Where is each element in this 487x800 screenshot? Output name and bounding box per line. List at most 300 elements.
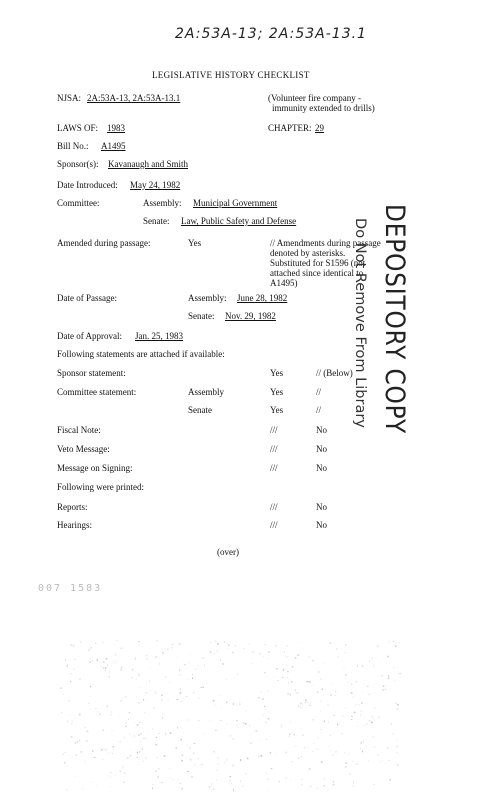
noise-dot: [67, 721, 69, 723]
noise-dot: [103, 749, 105, 750]
noise-dot: [330, 735, 332, 737]
noise-dot: [231, 784, 232, 785]
noise-dot: [387, 656, 388, 658]
noise-dot: [268, 654, 269, 655]
noise-dot: [266, 773, 267, 774]
noise-dot: [263, 656, 264, 658]
noise-dot: [111, 772, 112, 773]
noise-dot: [237, 674, 238, 676]
noise-dot: [317, 788, 318, 790]
noise-dot: [308, 747, 309, 748]
noise-dot: [79, 715, 80, 716]
noise-dot: [232, 738, 233, 740]
noise-dot: [230, 735, 231, 737]
noise-dot: [180, 688, 181, 690]
noise-dot: [286, 752, 288, 753]
noise-dot: [238, 727, 239, 728]
noise-dot: [329, 746, 330, 747]
noise-dot: [127, 757, 128, 759]
noise-dot: [286, 778, 287, 779]
noise-dot: [351, 683, 352, 685]
noise-dot: [129, 733, 130, 734]
passage-assembly-label: Assembly:: [188, 293, 227, 303]
noise-dot: [138, 765, 139, 766]
noise-dot: [215, 705, 217, 706]
sponsor-statement-value: Yes: [270, 368, 284, 378]
noise-dot: [321, 761, 323, 763]
noise-dot: [287, 646, 289, 647]
noise-dot: [364, 725, 365, 726]
noise-dot: [122, 766, 123, 767]
noise-dot: [385, 689, 386, 690]
noise-dot: [193, 692, 194, 693]
noise-dot: [258, 697, 260, 698]
noise-dot: [268, 651, 270, 653]
noise-dot: [303, 734, 304, 736]
noise-dot: [203, 687, 204, 688]
noise-dot: [301, 779, 302, 780]
noise-dot: [176, 745, 177, 747]
noise-dot: [393, 641, 394, 642]
noise-dot: [242, 786, 243, 787]
noise-dot: [321, 729, 322, 730]
noise-dot: [397, 708, 399, 709]
noise-dot: [372, 737, 374, 738]
over-indicator: (over): [217, 547, 239, 557]
noise-dot: [144, 712, 145, 713]
noise-dot: [165, 650, 166, 651]
noise-dot: [216, 779, 217, 780]
noise-dot: [169, 777, 170, 778]
noise-dot: [128, 719, 129, 720]
noise-dot: [162, 782, 163, 783]
noise-dot: [119, 717, 120, 718]
noise-dot: [291, 681, 293, 683]
noise-dot: [324, 721, 325, 722]
noise-dot: [321, 701, 322, 702]
noise-dot: [393, 667, 394, 669]
njsa-label: NJSA:: [57, 93, 82, 103]
noise-dot: [187, 679, 189, 680]
noise-dot: [79, 740, 80, 742]
noise-dot: [261, 755, 262, 757]
noise-dot: [92, 660, 93, 662]
noise-dot: [110, 753, 111, 754]
document-title: LEGISLATIVE HISTORY CHECKLIST: [152, 70, 310, 80]
noise-dot: [110, 777, 111, 778]
noise-dot: [178, 779, 179, 780]
noise-dot: [179, 669, 180, 670]
noise-dot: [146, 757, 147, 758]
noise-dot: [369, 694, 370, 695]
noise-dot: [221, 708, 222, 709]
noise-dot: [304, 747, 306, 749]
noise-dot: [391, 723, 392, 725]
noise-dot: [103, 730, 105, 731]
noise-dot: [159, 783, 161, 784]
noise-dot: [159, 663, 160, 664]
noise-dot: [80, 641, 82, 643]
noise-dot: [96, 642, 97, 644]
noise-dot: [333, 781, 334, 783]
noise-dot: [179, 674, 180, 675]
noise-dot: [189, 654, 190, 655]
noise-dot: [124, 773, 125, 774]
noise-dot: [265, 722, 266, 723]
amended-label: Amended during passage:: [57, 238, 151, 248]
noise-dot: [184, 664, 186, 665]
noise-dot: [233, 788, 234, 789]
noise-dot: [181, 739, 182, 741]
noise-dot: [183, 732, 184, 733]
noise-dot: [305, 700, 307, 702]
noise-dot: [169, 768, 170, 769]
noise-dot: [100, 669, 101, 670]
noise-dot: [95, 708, 97, 709]
noise-dot: [348, 753, 349, 755]
noise-dot: [138, 641, 139, 642]
noise-dot: [322, 688, 323, 690]
noise-dot: [141, 733, 142, 735]
noise-dot: [74, 776, 76, 777]
noise-dot: [170, 732, 172, 734]
sponsor-statement-label: Sponsor statement:: [57, 368, 126, 378]
noise-dot: [369, 661, 370, 662]
passage-label: Date of Passage:: [57, 293, 117, 303]
noise-dot: [363, 741, 364, 743]
noise-dot: [226, 709, 227, 710]
noise-dot: [201, 764, 202, 765]
noise-dot: [264, 714, 265, 715]
noise-dot: [161, 695, 162, 696]
noise-dot: [96, 786, 98, 787]
noise-dot: [99, 714, 100, 715]
noise-dot: [289, 679, 290, 680]
committee-assembly-label: Assembly:: [143, 198, 182, 208]
noise-dot: [361, 702, 362, 703]
fiscal-note-label: Fiscal Note:: [57, 425, 101, 435]
noise-dot: [76, 755, 77, 756]
noise-dot: [181, 788, 183, 789]
committee-assembly-value: Municipal Government: [193, 198, 278, 208]
noise-dot: [288, 682, 289, 684]
noise-dot: [109, 677, 110, 678]
noise-dot: [140, 741, 141, 742]
stamp-line-1: DEPOSITORY COPY: [379, 204, 410, 440]
noise-dot: [197, 668, 198, 669]
noise-dot: [112, 753, 113, 754]
veto-message-mark: ///: [270, 444, 278, 454]
noise-dot: [351, 692, 353, 694]
noise-dot: [283, 669, 285, 671]
noise-dot: [393, 733, 394, 734]
noise-dot: [112, 662, 113, 663]
noise-dot: [173, 779, 174, 781]
noise-dot: [247, 758, 249, 760]
noise-dot: [283, 641, 284, 642]
noise-dot: [194, 765, 195, 766]
noise-dot: [322, 749, 323, 750]
bill-no-label: Bill No.:: [57, 141, 89, 151]
noise-dot: [73, 645, 75, 646]
hearings-mark: ///: [270, 520, 278, 530]
noise-dot: [89, 696, 90, 697]
noise-dot: [256, 730, 258, 732]
noise-dot: [155, 657, 157, 658]
noise-dot: [388, 760, 390, 761]
noise-dot: [97, 659, 98, 660]
laws-of-label: LAWS OF:: [57, 123, 99, 133]
noise-dot: [158, 768, 160, 769]
noise-dot: [154, 707, 155, 708]
noise-dot: [65, 752, 66, 753]
noise-dot: [295, 689, 296, 691]
noise-dot: [360, 715, 361, 716]
noise-dot: [97, 712, 98, 713]
noise-dot: [346, 762, 347, 764]
noise-dot: [90, 658, 92, 659]
noise-dot: [105, 670, 106, 671]
noise-dot: [217, 764, 219, 765]
hearings-value: No: [316, 520, 327, 530]
noise-dot: [268, 779, 269, 780]
noise-dot: [250, 742, 251, 743]
noise-dot: [341, 733, 343, 734]
noise-dot: [290, 687, 291, 688]
noise-dot: [266, 739, 267, 740]
noise-dot: [271, 768, 273, 769]
noise-dot: [130, 749, 131, 750]
noise-dot: [298, 705, 299, 707]
noise-dot: [281, 724, 282, 725]
noise-dot: [277, 680, 278, 681]
noise-dot: [211, 783, 212, 784]
noise-dot: [113, 746, 114, 747]
noise-dot: [124, 737, 125, 738]
noise-dot: [264, 706, 265, 707]
noise-dot: [240, 759, 241, 761]
noise-dot: [117, 662, 118, 663]
amended-note-line-5: A1495): [270, 278, 298, 288]
noise-dot: [115, 654, 116, 655]
noise-dot: [61, 687, 62, 689]
noise-dot: [226, 702, 227, 704]
noise-dot: [213, 789, 214, 790]
noise-dot: [102, 642, 104, 643]
noise-dot: [189, 748, 191, 749]
noise-dot: [88, 649, 90, 651]
noise-dot: [249, 644, 250, 645]
noise-dot: [226, 679, 228, 680]
noise-dot: [354, 705, 355, 706]
noise-dot: [172, 644, 173, 645]
noise-dot: [142, 748, 143, 749]
noise-dot: [254, 668, 255, 669]
noise-dot: [226, 759, 227, 760]
noise-dot: [143, 699, 144, 701]
noise-dot: [177, 727, 178, 729]
noise-dot: [277, 752, 278, 754]
noise-dot: [331, 750, 332, 751]
noise-dot: [292, 666, 294, 667]
noise-dot: [103, 759, 105, 760]
committee-statement-assembly-label: Assembly: [188, 387, 224, 397]
noise-dot: [351, 719, 352, 720]
noise-dot: [333, 755, 335, 756]
noise-dot: [228, 644, 229, 645]
noise-dot: [108, 753, 109, 754]
noise-dot: [289, 736, 290, 737]
committee-senate-label: Senate:: [143, 216, 170, 226]
noise-dot: [74, 659, 75, 660]
noise-dot: [189, 662, 190, 663]
noise-dot: [204, 733, 205, 734]
noise-dot: [168, 699, 169, 700]
noise-dot: [224, 641, 225, 643]
noise-dot: [333, 715, 334, 716]
noise-dot: [308, 656, 310, 658]
reports-value: No: [316, 502, 327, 512]
noise-dot: [71, 674, 73, 675]
noise-dot: [203, 657, 204, 658]
noise-dot: [345, 674, 346, 675]
noise-dot: [91, 709, 92, 710]
noise-dot: [217, 643, 219, 645]
noise-dot: [84, 761, 85, 763]
noise-dot: [345, 644, 346, 645]
noise-dot: [85, 727, 86, 728]
noise-dot: [394, 680, 395, 682]
noise-dot: [305, 702, 306, 703]
noise-dot: [249, 725, 250, 726]
noise-dot: [101, 666, 103, 667]
noise-dot: [213, 700, 215, 702]
noise-dot: [335, 691, 336, 692]
noise-dot: [397, 739, 398, 740]
noise-dot: [371, 658, 373, 659]
following-attached-heading: Following statements are attached if available:: [57, 349, 225, 359]
noise-dot: [383, 689, 384, 690]
noise-dot: [210, 651, 212, 652]
noise-dot: [301, 756, 303, 757]
noise-dot: [76, 754, 77, 755]
noise-dot: [387, 747, 388, 748]
noise-dot: [342, 715, 343, 717]
noise-dot: [324, 778, 325, 780]
noise-dot: [111, 731, 112, 732]
following-printed-heading: Following were printed:: [57, 482, 144, 492]
noise-dot: [84, 673, 85, 674]
noise-dot: [122, 768, 123, 769]
noise-dot: [79, 679, 80, 680]
noise-dot: [279, 781, 280, 782]
noise-dot: [134, 735, 135, 737]
noise-dot: [146, 658, 148, 659]
noise-dot: [300, 703, 302, 704]
noise-dot: [301, 784, 302, 785]
noise-dot: [268, 718, 270, 719]
noise-dot: [264, 672, 265, 673]
noise-dot: [397, 764, 398, 765]
noise-dot: [210, 642, 211, 643]
amended-note-line-4: attached since identical to: [270, 268, 364, 278]
noise-dot: [192, 674, 193, 675]
noise-dot: [172, 647, 173, 649]
sponsor-statement-note: // (Below): [316, 368, 353, 378]
approval-label: Date of Approval:: [57, 331, 122, 341]
noise-dot: [65, 660, 66, 661]
noise-dot: [313, 684, 314, 685]
bill-no-value: A1495: [101, 141, 126, 151]
noise-dot: [309, 768, 311, 770]
noise-dot: [357, 665, 358, 667]
noise-dot: [281, 727, 283, 728]
noise-dot: [245, 723, 247, 725]
noise-dot: [187, 744, 188, 745]
noise-dot: [92, 782, 93, 783]
message-signing-value: No: [316, 463, 327, 473]
noise-dot: [351, 716, 353, 717]
noise-dot: [236, 720, 238, 721]
noise-dot: [282, 677, 283, 678]
laws-of-value: 1983: [107, 123, 125, 133]
noise-dot: [349, 773, 351, 775]
noise-dot: [330, 642, 332, 643]
noise-dot: [164, 755, 166, 757]
noise-dot: [359, 705, 360, 706]
noise-dot: [229, 780, 230, 781]
noise-dot: [253, 652, 255, 653]
noise-dot: [382, 760, 383, 761]
committee-label: Committee:: [57, 198, 100, 208]
noise-dot: [309, 705, 311, 706]
noise-dot: [186, 696, 187, 697]
noise-dot: [383, 686, 385, 687]
noise-dot: [165, 676, 166, 677]
sponsors-label: Sponsor(s):: [57, 159, 99, 169]
noise-dot: [89, 703, 90, 704]
amended-note-line-3: Substituted for S1596 (not: [270, 258, 366, 268]
noise-dot: [77, 741, 78, 743]
noise-dot: [126, 722, 127, 723]
noise-dot: [297, 693, 299, 695]
noise-dot: [264, 644, 265, 645]
noise-dot: [313, 719, 314, 720]
reports-mark: ///: [270, 502, 278, 512]
noise-dot: [388, 675, 389, 676]
scan-noise: [0, 600, 487, 800]
noise-dot: [241, 780, 242, 782]
noise-dot: [379, 762, 381, 763]
njsa-value: 2A:53A-13, 2A:53A-13.1: [87, 93, 181, 103]
noise-dot: [262, 698, 264, 699]
noise-dot: [152, 784, 153, 785]
noise-dot: [295, 658, 297, 659]
noise-dot: [73, 669, 75, 670]
noise-dot: [259, 739, 260, 740]
noise-dot: [197, 759, 199, 760]
noise-dot: [195, 669, 196, 670]
noise-dot: [70, 681, 71, 682]
reports-label: Reports:: [57, 502, 88, 512]
noise-dot: [209, 720, 210, 721]
committee-statement-assembly-value: Yes: [270, 387, 284, 397]
noise-dot: [224, 728, 225, 729]
noise-dot: [192, 677, 193, 679]
noise-dot: [380, 663, 381, 664]
noise-dot: [116, 640, 117, 641]
noise-dot: [132, 669, 134, 670]
